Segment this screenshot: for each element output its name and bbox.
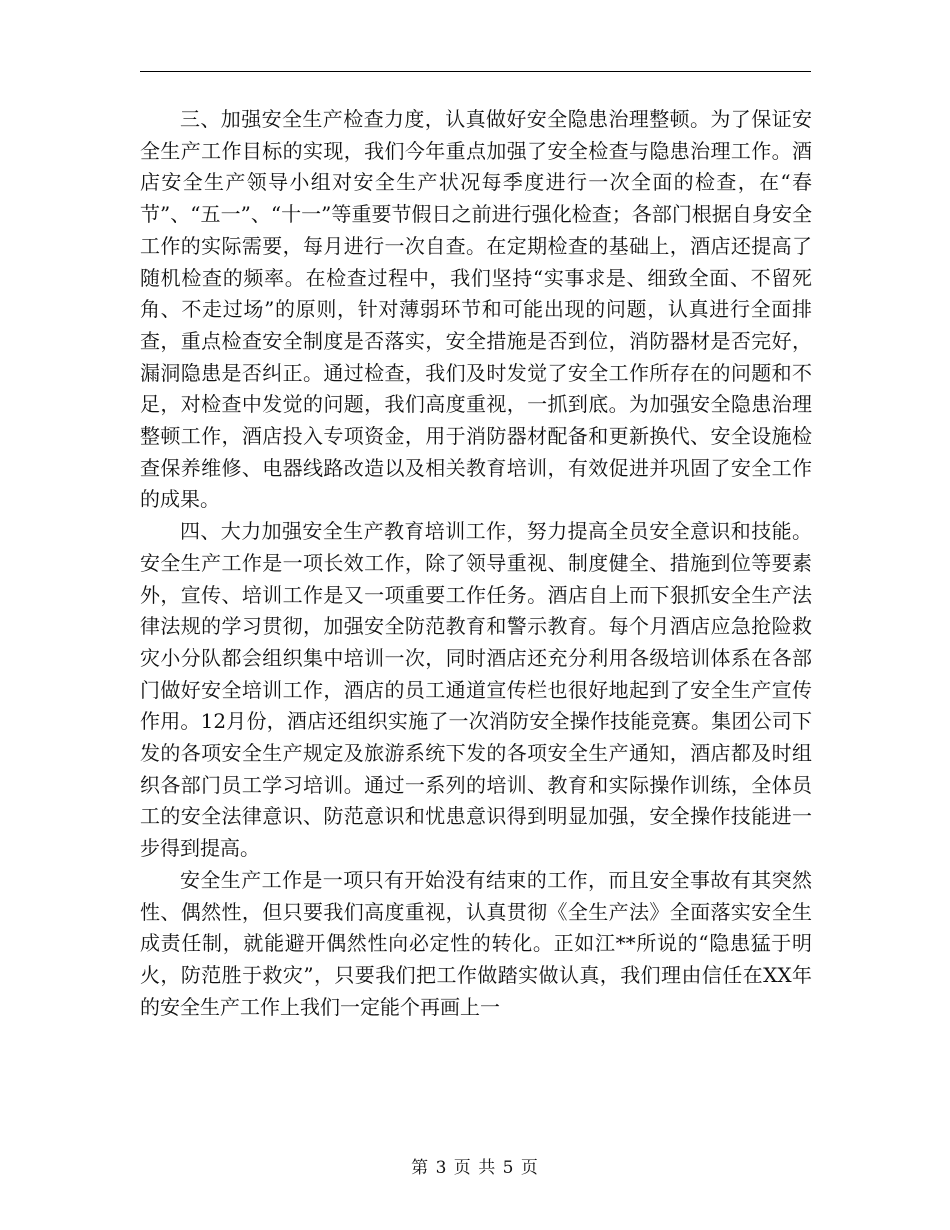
header-rule [140, 71, 811, 72]
paragraph-conclusion: 安全生产工作是一项只有开始没有结束的工作，而且安全事故有其突然性、偶然性，但只要我们高度重视，认真贯彻《全生产法》全面落实安全生成责任制，就能避开偶然性向必定性的转化。正如江**所说的“隐患猛于明火，防范胜于救灾”，只要我们把工作做踏实做认真，我们理由信任在XX年的安全生产工作上我们一定能个再画上一 [140, 867, 812, 1019]
paragraph-safety-inspection: 三、加强安全生产检查力度，认真做好安全隐患治理整顿。为了保证安全生产工作目标的实现，我们今年重点加强了安全检查与隐患治理工作。酒店安全生产领导小组对安全生产状况每季度进行一次全面的检查，在“春节”、“五一”、“十一”等重要节假日之前进行强化检查；各部门根据自身安全工作的实际需要，每月进行一次自查。在定期检查的基础上，酒店还提高了随机检查的频率。在检查过程中，我们坚持“实事求是、细致全面、不留死角、不走过场”的原则，针对薄弱环节和可能出现的问题，认真进行全面排查，重点检查安全制度是否落实，安全措施是否到位，消防器材是否完好，漏洞隐患是否纠正。通过检查，我们及时发觉了安全工作所存在的问题和不足，对检查中发觉的问题，我们高度重视，一抓到底。为加强安全隐患治理整顿工作，酒店投入专项资金，用于消防器材配备和更新换代、安全设施检查保养维修、电器线路改造以及相关教育培训，有效促进并巩固了安全工作的成果。 [140, 107, 812, 512]
page-footer: 第 3 页 共 5 页 [411, 1158, 539, 1178]
paragraph-safety-training: 四、大力加强安全生产教育培训工作，努力提高全员安全意识和技能。安全生产工作是一项长效工作，除了领导重视、制度健全、措施到位等要素外，宣传、培训工作是又一项重要工作任务。酒店自上而下狠抓安全生产法律法规的学习贯彻，加强安全防范教育和警示教育。每个月酒店应急抢险救灾小分队都会组织集中培训一次，同时酒店还充分利用各级培训体系在各部门做好安全培训工作，酒店的员工通道宣传栏也很好地起到了安全生产宣传作用。12月份，酒店还组织实施了一次消防安全操作技能竞赛。集团公司下发的各项安全生产规定及旅游系统下发的各项安全生产通知，酒店都及时组织各部门员工学习培训。通过一系列的培训、教育和实际操作训练，全体员工的安全法律意识、防范意识和忧患意识得到明显加强，安全操作技能进一步得到提高。 [140, 519, 812, 861]
document-body [140, 104, 812, 1023]
